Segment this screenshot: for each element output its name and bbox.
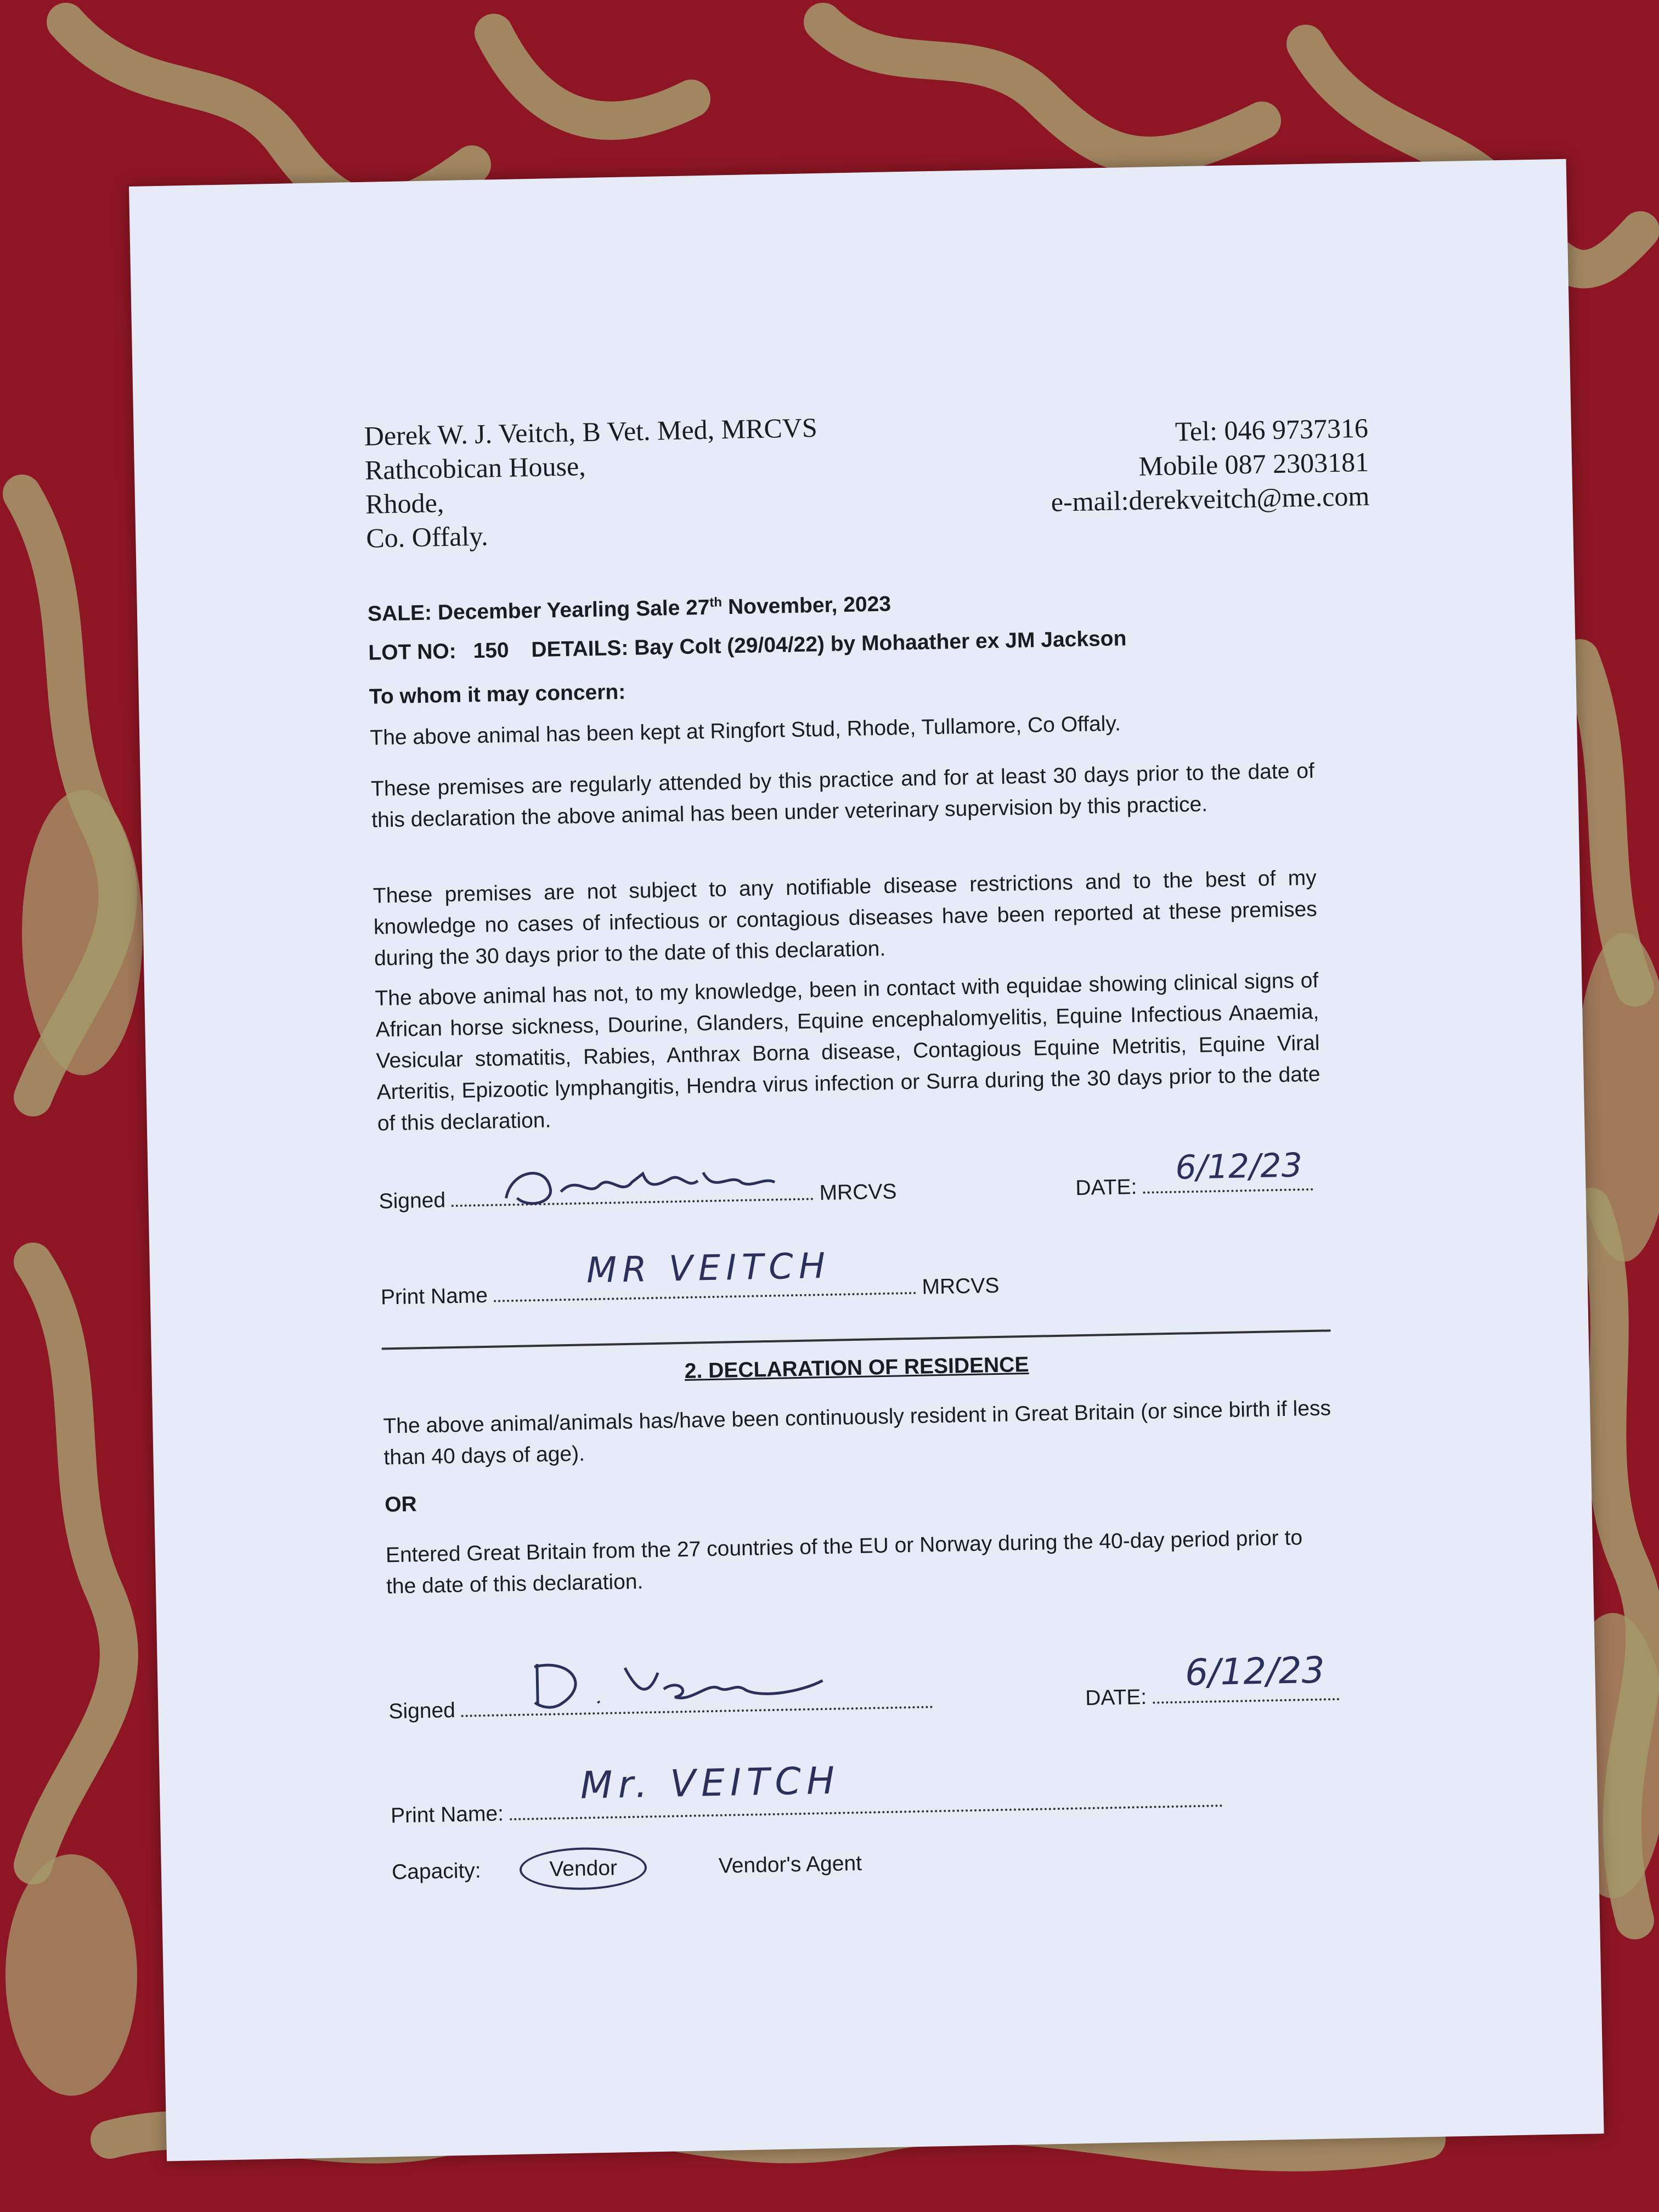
signature-2: [526, 1647, 834, 1719]
residence-paragraph-1: The above animal/animals has/have been continuously resident in Great Britain (or since birth if less than 40 days of age).: [383, 1396, 1331, 1470]
lot-details: DETAILS: Bay Colt (29/04/22) by Mohaather ex JM Jackson: [531, 627, 1127, 662]
signed-row-1: [379, 1176, 897, 1217]
vet-contact: [929, 411, 1369, 521]
vet-header-address: [364, 408, 970, 555]
vendor-agent-option[interactable]: Vendor's Agent: [718, 1851, 862, 1878]
date-label-2: DATE:: [1085, 1685, 1147, 1711]
email: e-mail:derekveitch@me.com: [1051, 480, 1370, 517]
section-2-heading: 2. DECLARATION OF RESIDENCE: [684, 1352, 1029, 1383]
date-handwritten-2: 6/12/23: [1184, 1649, 1325, 1694]
document-page: [129, 159, 1604, 2162]
address-line-3: Co. Offaly.: [365, 520, 489, 554]
lot-number: 150: [473, 638, 510, 663]
signed-row-2: [388, 1685, 933, 1727]
print-name-handwritten-1: MR VEITCH: [586, 1245, 831, 1291]
signature-1: [494, 1149, 781, 1215]
date-field-1[interactable]: [1143, 1146, 1313, 1194]
paragraph-4: The above animal has not, to my knowledge, been in contact with equidae showing clinical signs of African horse sickness, Dourine, Glanders, Equine encephalomyelitis, Equine Infectious Anaemia, Vesicular stomatitis, Rabies, Anthrax Borna disease, Contagious Equine Metritis, Equine Viral Arteritis, Epizootic lymphangitis, Hendra virus infection or Surra during the 30 days prior to the date of this declaration.: [375, 968, 1321, 1136]
print-mrcvs-label: MRCVS: [922, 1273, 1000, 1299]
date-row-2: [1085, 1649, 1340, 1714]
signed-label: Signed: [379, 1188, 446, 1214]
date-field-2[interactable]: [1153, 1649, 1340, 1704]
address-line-1: Rathcobican House,: [364, 450, 586, 486]
signed-label-2: Signed: [388, 1699, 456, 1724]
tel: Tel: 046 9737316: [1175, 412, 1369, 447]
print-name-label: Print Name: [380, 1283, 488, 1310]
date-label: DATE:: [1075, 1175, 1137, 1200]
print-row-2: [390, 1759, 1223, 1831]
or-label: OR: [384, 1492, 417, 1517]
sale-line: SALE: December Yearling Sale 27th November, 2023: [367, 592, 891, 626]
paragraph-3: These premises are not subject to any notifiable disease restrictions and to the best of my knowledge no cases of infectious or contagious diseases have been reported at these premises during the 30 days prior to the date of this declaration.: [373, 866, 1318, 970]
signature-field-2[interactable]: [461, 1689, 933, 1717]
vendor-option-circled[interactable]: Vendor: [520, 1846, 647, 1891]
capacity-label: Capacity:: [391, 1859, 482, 1884]
vet-name: Derek W. J. Veitch, B Vet. Med, MRCVS: [364, 412, 818, 452]
mobile: Mobile 087 2303181: [1138, 446, 1369, 482]
print-name-field-2[interactable]: [509, 1759, 1222, 1820]
address-line-2: Rhode,: [365, 487, 444, 520]
lot-label: LOT NO:: [368, 639, 457, 665]
residence-paragraph-2: Entered Great Britain from the 27 countries of the EU or Norway during the 40-day period prior to the date of this declaration.: [385, 1526, 1303, 1599]
print-name-field-1[interactable]: [493, 1245, 916, 1302]
salutation: To whom it may concern:: [369, 680, 626, 709]
paragraph-2: These premises are regularly attended by this practice and for at least 30 days prior to the date of this declaration the above animal has been under veterinary supervision by this practice.: [370, 759, 1315, 832]
capacity-row: [391, 1842, 862, 1893]
paragraph-1: The above animal has been kept at Ringfort Stud, Rhode, Tullamore, Co Offaly.: [369, 712, 1121, 750]
print-name-handwritten-2: Mr. VEITCH: [580, 1759, 840, 1808]
date-row-1: [1075, 1146, 1313, 1204]
date-handwritten-1: 6/12/23: [1175, 1146, 1303, 1187]
signature-field-1[interactable]: [451, 1181, 814, 1207]
mrcvs-label: MRCVS: [819, 1180, 897, 1205]
print-row-1: [380, 1245, 1000, 1313]
print-name-label-2: Print Name:: [390, 1802, 504, 1828]
